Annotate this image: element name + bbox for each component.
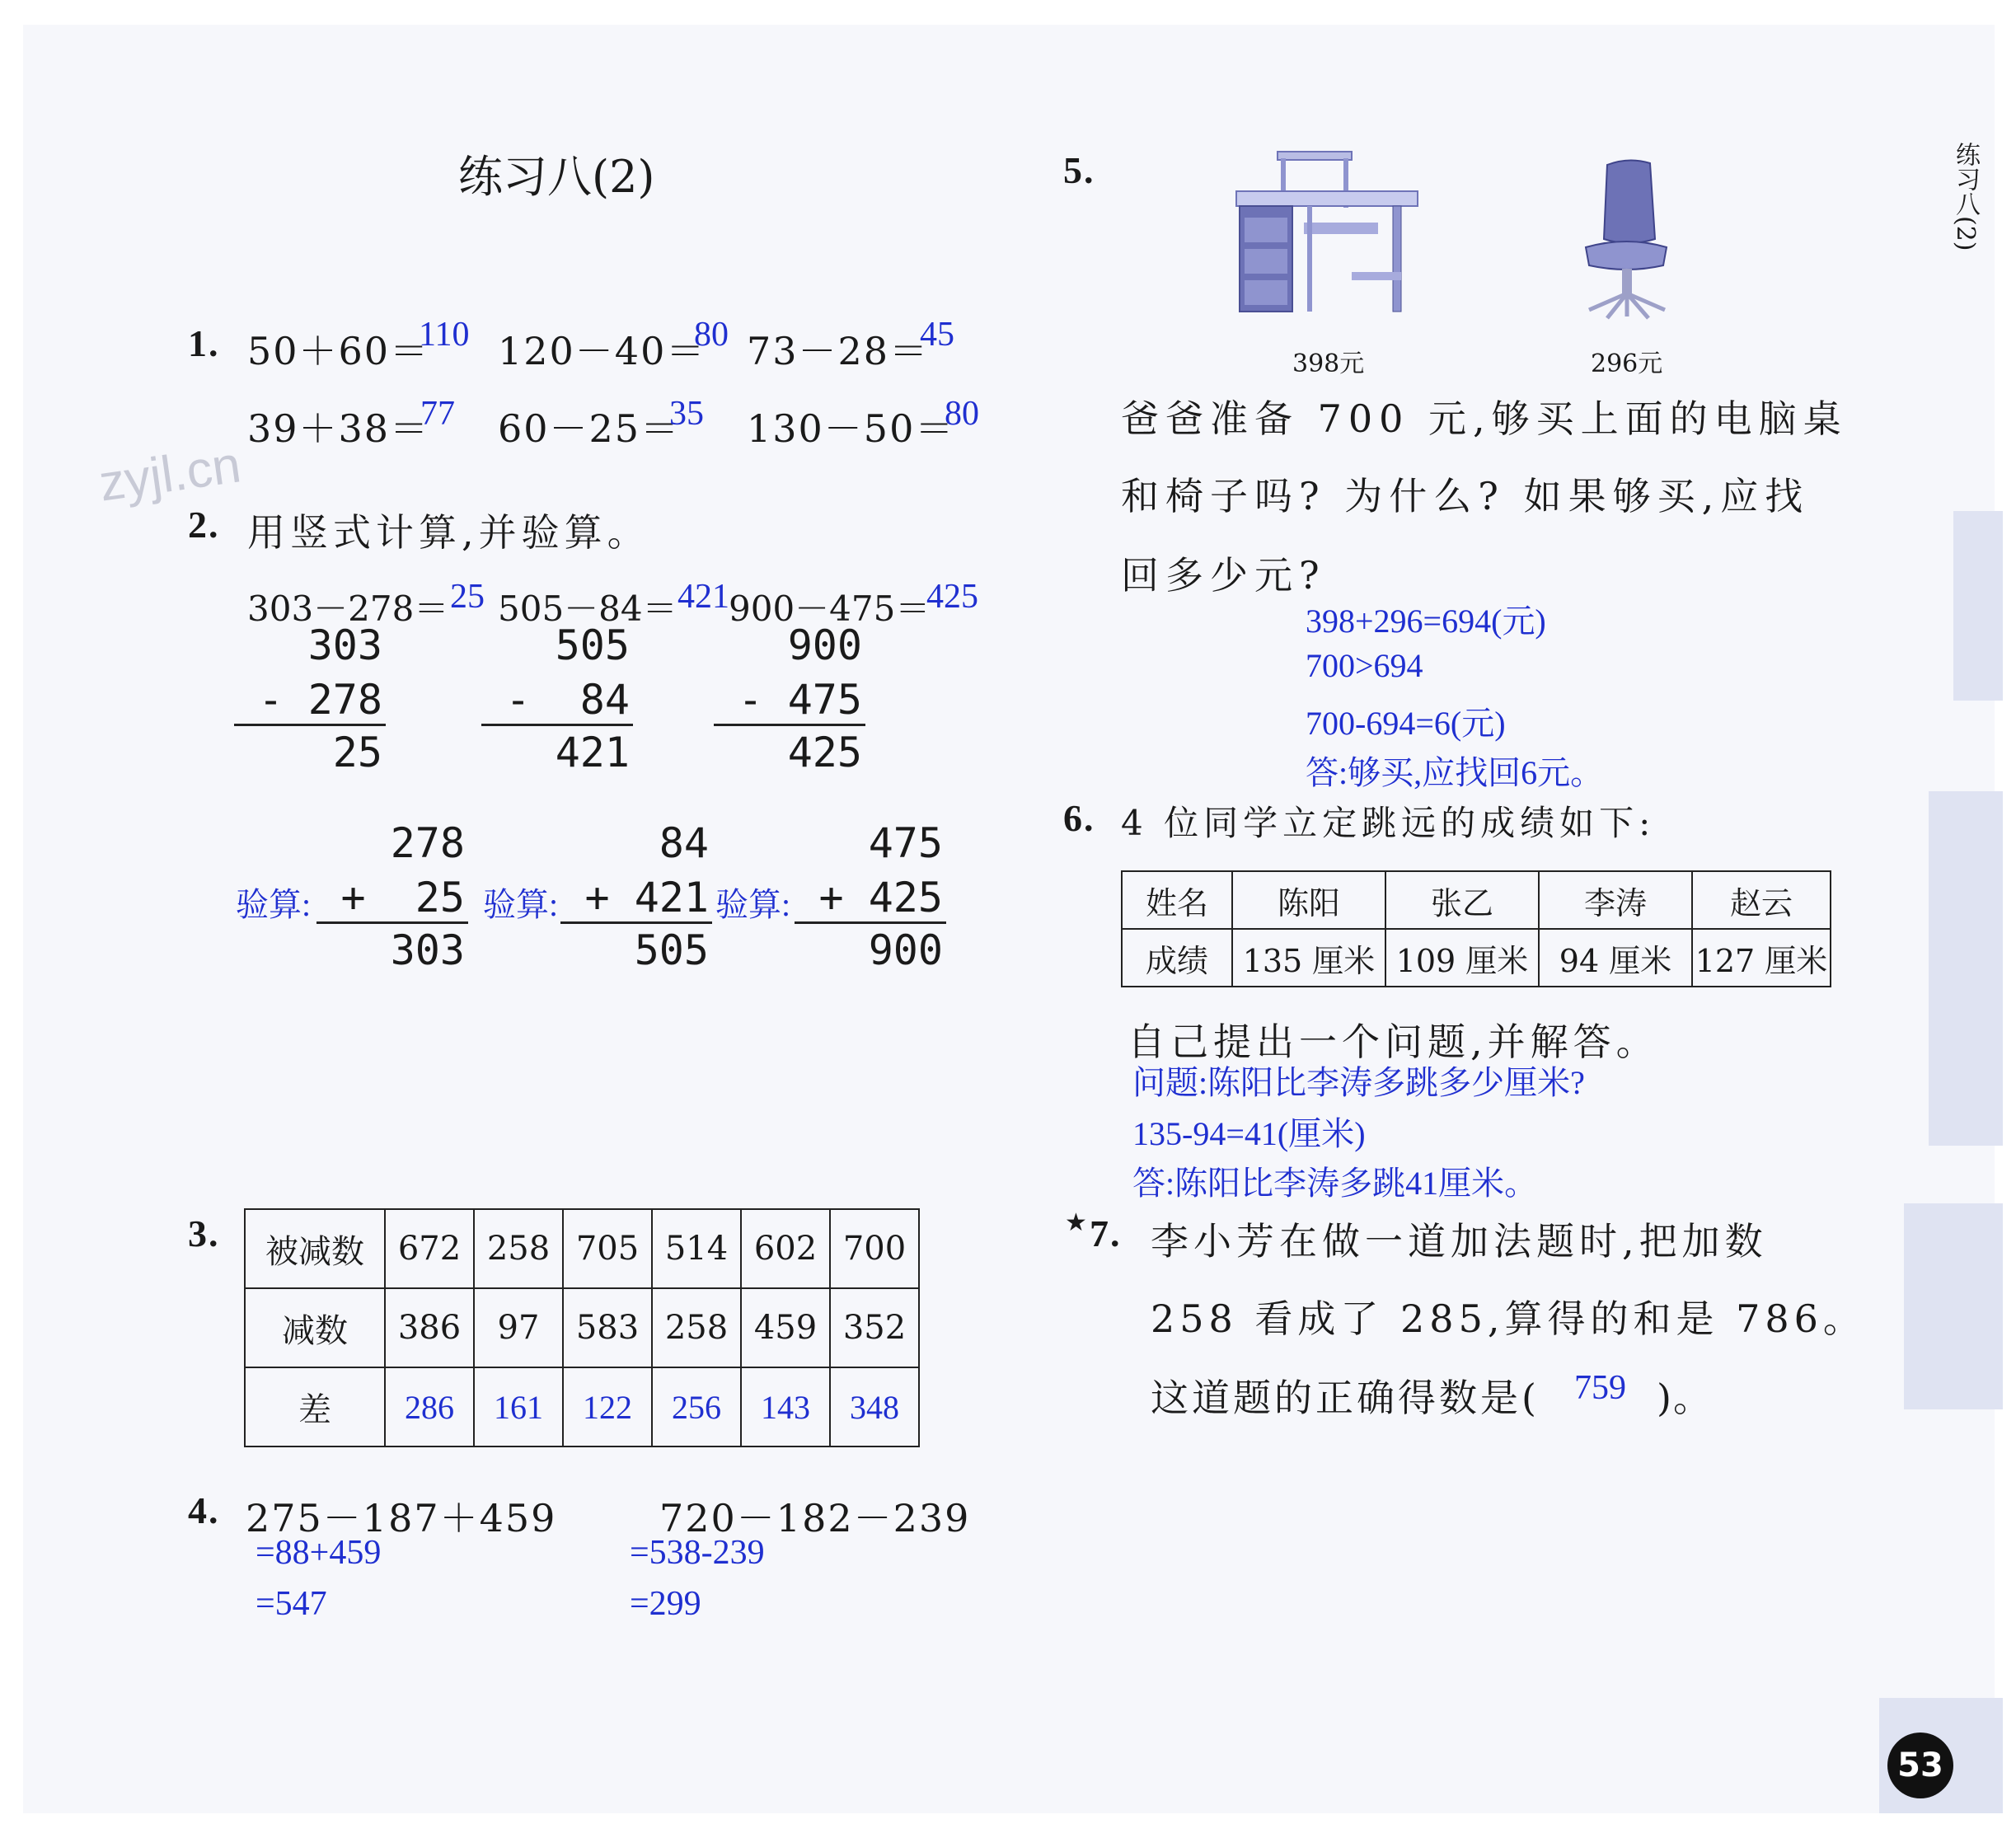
table-cell: 352 (830, 1288, 919, 1367)
q1-expr: 120－40＝ (498, 329, 706, 373)
q2-check-result: 900 (868, 926, 943, 974)
q2-vertical-top: 900 (787, 621, 862, 669)
q6-answer-line: 135-94=41(厘米) (1132, 1115, 1366, 1152)
table-cell: 94 厘米 (1539, 929, 1692, 987)
q2-answer: 421 (677, 578, 729, 616)
q2-expr: 303－278＝ (247, 588, 449, 629)
q4-left-step: =88+459 (256, 1534, 382, 1572)
q1-answer: 80 (694, 316, 729, 354)
q1-answer: 77 (420, 395, 455, 433)
q5-number: 5. (1063, 149, 1095, 191)
q2-vertical-rule (481, 724, 633, 726)
q1-answer: 110 (419, 316, 470, 354)
table-cell: 672 (385, 1209, 474, 1288)
q2-vertical-top: 303 (307, 621, 382, 669)
q2-check-result: 505 (634, 926, 709, 974)
table-cell: 109 厘米 (1385, 929, 1539, 987)
q2-vertical-bottom: - 278 (258, 676, 382, 724)
table-answer-cell: 143 (741, 1367, 830, 1446)
q2-check-label: 验算: (236, 886, 312, 923)
q2-answer: 425 (926, 578, 978, 616)
q2-check-rule (560, 921, 712, 924)
table-cell: 97 (474, 1288, 563, 1367)
q4-right-step: =538-239 (630, 1534, 765, 1572)
table-cell: 514 (652, 1209, 741, 1288)
table-cell: 李涛 (1539, 871, 1692, 929)
q4-number: 4. (188, 1489, 220, 1531)
table-cell: 赵云 (1692, 871, 1831, 929)
q5-answer-line: 398+296=694(元) (1306, 603, 1546, 640)
q5-question-line: 爸爸准备 700 元,够买上面的电脑桌 (1121, 396, 1848, 441)
page-title: 练习八(2) (458, 151, 655, 203)
q2-vertical-result: 425 (787, 729, 862, 776)
q2-expr: 505－84＝ (498, 588, 677, 629)
table-cell: 705 (563, 1209, 652, 1288)
table-row (1122, 871, 1831, 929)
q2-vertical-result: 421 (555, 729, 630, 776)
table-cell: 583 (563, 1288, 652, 1367)
q2-check-top: 84 (659, 819, 709, 867)
q1-expr: 39＋38＝ (247, 406, 430, 451)
q2-instruction: 用竖式计算,并验算。 (247, 510, 650, 555)
q4-left-step: =547 (256, 1585, 327, 1623)
q7-answer: 759 (1574, 1369, 1626, 1407)
q2-check-label: 验算: (715, 886, 791, 923)
q7-question-line: 李小芳在做一道加法题时,把加数 (1151, 1219, 1768, 1264)
table-cell: 被减数 (245, 1209, 385, 1288)
q2-number: 2. (188, 504, 220, 546)
table-row (245, 1367, 919, 1446)
q2-check-result: 303 (390, 926, 465, 974)
table-row (245, 1288, 919, 1367)
q2-check-label: 验算: (483, 886, 559, 923)
q3-number: 3. (188, 1212, 220, 1254)
q2-vertical-bottom: - 475 (738, 676, 862, 724)
q1-expr: 50＋60＝ (247, 329, 430, 373)
q2-vertical-bottom: - 84 (505, 676, 630, 724)
edge-band (1904, 1203, 2003, 1409)
table-cell: 张乙 (1385, 871, 1539, 929)
q1-answer: 35 (669, 395, 704, 433)
q2-check-bottom: + 425 (818, 874, 943, 921)
table-cell: 差 (245, 1367, 385, 1446)
table-cell: 459 (741, 1288, 830, 1367)
table-cell: 成绩 (1122, 929, 1232, 987)
q1-expr: 73－28＝ (747, 329, 930, 373)
side-tab-label: 练习八(2) (1951, 142, 1980, 251)
q5-answer-line: 答:够买,应找回6元。 (1306, 754, 1604, 791)
q3-table (244, 1208, 920, 1447)
table-answer-cell: 256 (652, 1367, 741, 1446)
table-cell: 127 厘米 (1692, 929, 1831, 987)
q2-vertical-result: 25 (332, 729, 382, 776)
office-chair-image (1574, 157, 1681, 321)
q5-question-line: 回多少元? (1121, 553, 1326, 598)
q2-vertical-top: 505 (555, 621, 630, 669)
q4-left-expr: 275－187＋459 (246, 1496, 557, 1540)
star-icon: ★ (1065, 1208, 1087, 1237)
table-answer-cell: 286 (385, 1367, 474, 1446)
q2-expr: 900－475＝ (729, 588, 931, 629)
table-cell: 700 (830, 1209, 919, 1288)
page-number-badge: 53 (1887, 1733, 1953, 1798)
table-cell: 602 (741, 1209, 830, 1288)
edge-band (1929, 791, 2003, 1146)
q1-expr: 60－25＝ (498, 406, 681, 451)
q6-answer-line: 问题:陈阳比李涛多跳多少厘米? (1132, 1064, 1585, 1101)
q5-answer-line: 700-694=6(元) (1306, 705, 1506, 742)
table-answer-cell: 122 (563, 1367, 652, 1446)
table-cell: 135 厘米 (1232, 929, 1385, 987)
chair-price: 296元 (1591, 349, 1663, 378)
table-cell: 姓名 (1122, 871, 1232, 929)
q6-score-table (1121, 870, 1831, 987)
q6-prompt: 自己提出一个问题,并解答。 (1128, 1020, 1659, 1064)
q2-check-rule (316, 921, 468, 924)
q2-vertical-rule (714, 724, 865, 726)
q4-right-step: =299 (630, 1585, 701, 1623)
q6-answer-line: 答:陈阳比李涛多跳41厘米。 (1132, 1165, 1538, 1202)
q7-question-line-end: )。 (1657, 1376, 1713, 1420)
q2-check-bottom: + 421 (584, 874, 709, 921)
q2-check-top: 475 (868, 819, 943, 867)
q1-answer: 80 (945, 395, 979, 433)
q2-check-bottom: + 25 (340, 874, 465, 921)
computer-desk-image (1228, 148, 1434, 321)
edge-band (1953, 511, 2003, 701)
q5-question-line: 和椅子吗? 为什么? 如果够买,应找 (1121, 474, 1810, 518)
table-cell: 258 (652, 1288, 741, 1367)
q7-question-line: 258 看成了 285,算得的和是 786。 (1151, 1296, 1866, 1341)
table-row (1122, 929, 1831, 987)
q2-check-rule (795, 921, 946, 924)
q1-expr: 130－50＝ (747, 406, 955, 451)
table-cell: 减数 (245, 1288, 385, 1367)
table-row (245, 1209, 919, 1288)
q1-answer: 45 (920, 316, 954, 354)
q2-answer: 25 (450, 578, 485, 616)
desk-price: 398元 (1292, 349, 1365, 378)
q7-number: 7. (1090, 1212, 1122, 1254)
q1-number: 1. (188, 322, 220, 364)
table-cell: 陈阳 (1232, 871, 1385, 929)
table-cell: 386 (385, 1288, 474, 1367)
q6-number: 6. (1063, 797, 1095, 839)
table-cell: 258 (474, 1209, 563, 1288)
table-answer-cell: 161 (474, 1367, 563, 1446)
table-answer-cell: 348 (830, 1367, 919, 1446)
q2-check-top: 278 (390, 819, 465, 867)
q7-question-line: 这道题的正确得数是( (1151, 1376, 1540, 1420)
watermark: zyjl.cn (96, 436, 245, 513)
q2-vertical-rule (234, 724, 386, 726)
q6-intro: 4 位同学立定跳远的成绩如下: (1121, 803, 1656, 843)
q5-answer-line: 700>694 (1306, 647, 1423, 684)
q4-right-expr: 720－182－239 (659, 1496, 971, 1540)
